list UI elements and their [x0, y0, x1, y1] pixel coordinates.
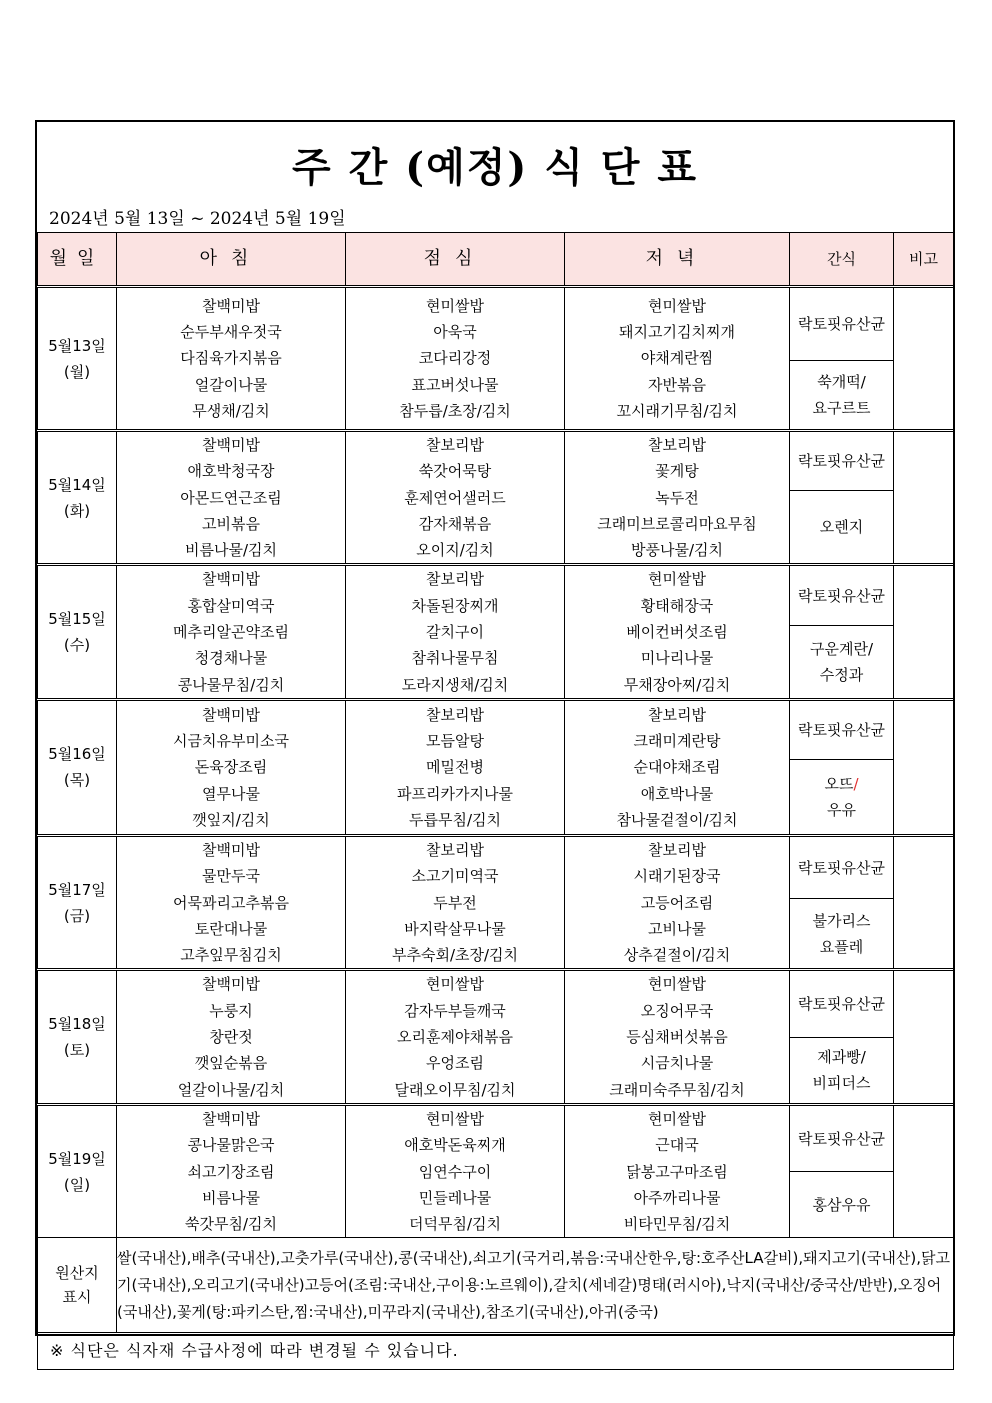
remarks-cell	[894, 431, 954, 565]
dinner-item: 돼지고기김치찌개	[619, 323, 735, 342]
origin-label-line1: 원산지	[55, 1264, 99, 1283]
day-cell	[38, 970, 117, 1104]
day-weekday: (목)	[63, 771, 91, 790]
dinner-item: 참나물겉절이/김치	[616, 810, 738, 829]
breakfast-item: 쑥갓무침/김치	[185, 1215, 277, 1234]
remarks-cell	[894, 287, 954, 431]
weekly-menu-table	[37, 232, 954, 1370]
dinner-item: 베이컨버섯조림	[626, 623, 728, 642]
breakfast-item: 찰백미밥	[202, 1109, 260, 1128]
snack-probiotic: 락토핏유산균	[790, 565, 894, 625]
remarks-cell	[894, 565, 954, 699]
note-row	[38, 1333, 954, 1370]
lunch-item: 파프리카가지나물	[397, 784, 513, 803]
breakfast-item: 콩나물맑은국	[187, 1136, 275, 1155]
breakfast-item: 토란대나물	[194, 919, 268, 938]
day-weekday: (수)	[63, 636, 91, 655]
day-cell	[38, 835, 117, 969]
breakfast-item: 콩나물무침/김치	[177, 675, 285, 694]
dinner-item: 순대야채조림	[633, 758, 721, 777]
day-weekday: (일)	[63, 1175, 91, 1194]
lunch-item: 찰보리밥	[426, 570, 484, 589]
breakfast-cell	[117, 565, 346, 699]
dinner-item: 찰보리밥	[648, 436, 706, 454]
lunch-item: 찰보리밥	[426, 840, 484, 859]
dinner-cell	[565, 565, 790, 699]
header-day: 월일	[38, 233, 117, 287]
header-dinner: 저녁	[565, 233, 790, 287]
day-date: 5월17일	[48, 880, 106, 899]
lunch-item: 애호박돈육찌개	[404, 1136, 506, 1155]
dinner-cell	[565, 431, 790, 565]
day-date: 5월15일	[48, 610, 106, 629]
lunch-item: 부추숙회/초장/김치	[391, 946, 519, 965]
lunch-item: 찰보리밥	[426, 705, 484, 724]
dinner-item: 미나리나물	[640, 649, 714, 668]
change-notice: ※ 식단은 식자재 수급사정에 따라 변경될 수 있습니다.	[38, 1333, 954, 1370]
day-group	[38, 565, 954, 699]
breakfast-cell	[117, 431, 346, 565]
breakfast-item: 애호박청국장	[187, 462, 275, 481]
header-lunch: 점심	[346, 233, 565, 287]
snack-probiotic: 락토핏유산균	[790, 287, 894, 361]
breakfast-item: 얼갈이나물	[194, 375, 268, 394]
dinner-item: 꽃게탕	[655, 462, 699, 481]
lunch-item: 현미쌀밥	[426, 296, 484, 315]
snack-item: 요구르트	[812, 399, 871, 417]
day-cell	[38, 699, 117, 835]
breakfast-item: 찰백미밥	[202, 296, 260, 315]
day-group	[38, 835, 954, 969]
snack-probiotic: 락토핏유산균	[790, 970, 894, 1037]
dinner-cell	[565, 970, 790, 1104]
breakfast-cell	[117, 835, 346, 969]
snack-item: 비피더스	[812, 1074, 871, 1093]
breakfast-cell	[117, 287, 346, 431]
snack-item: 수정과	[819, 665, 864, 684]
lunch-item: 표고버섯나물	[411, 375, 499, 394]
day-row	[38, 1104, 954, 1171]
day-weekday: (토)	[63, 1041, 91, 1060]
breakfast-item: 물만두국	[202, 867, 260, 886]
lunch-cell	[346, 431, 565, 565]
remarks-cell	[894, 970, 954, 1104]
dinner-item: 시래기된장국	[633, 867, 721, 886]
snack-item: 요플레	[819, 937, 864, 956]
period-label: 2024년 5월 13일 ~ 2024년 5월 19일	[49, 209, 346, 229]
breakfast-item: 어묵꽈리고추볶음	[173, 893, 289, 912]
lunch-item: 참두릅/초장/김치	[399, 401, 511, 420]
dinner-item: 현미쌀밥	[648, 296, 706, 315]
dinner-item: 근대국	[655, 1136, 699, 1155]
lunch-item: 메밀전병	[426, 758, 484, 777]
dinner-item: 녹두전	[655, 488, 699, 507]
dinner-item: 무채장아찌/김치	[623, 675, 731, 694]
dinner-item: 방풍나물/김치	[631, 541, 723, 560]
day-group	[38, 287, 954, 431]
dinner-item: 비타민무침/김치	[623, 1215, 731, 1234]
dinner-item: 야채계란찜	[640, 349, 714, 368]
lunch-item: 우엉조림	[426, 1054, 484, 1073]
breakfast-item: 고추잎무침김치	[180, 946, 282, 965]
dinner-item: 현미쌀밥	[648, 1109, 706, 1128]
day-cell	[38, 565, 117, 699]
dinner-item: 시금치나물	[640, 1054, 714, 1073]
day-group	[38, 1104, 954, 1237]
lunch-item: 오리훈제야채볶음	[397, 1028, 513, 1047]
lunch-item: 아욱국	[433, 323, 477, 342]
lunch-item: 현미쌀밥	[426, 975, 484, 994]
breakfast-item: 순두부새우젓국	[180, 323, 282, 342]
breakfast-cell	[117, 699, 346, 835]
dinner-item: 크래미숙주무침/김치	[609, 1080, 745, 1099]
snack-probiotic: 락토핏유산균	[790, 431, 894, 491]
dinner-item: 오징어무국	[640, 1001, 714, 1020]
day-cell	[38, 1104, 117, 1237]
remarks-cell	[894, 835, 954, 969]
origin-label	[38, 1238, 117, 1333]
lunch-item: 쑥갓어묵탕	[418, 462, 492, 481]
snack-item: 제과빵/	[817, 1048, 866, 1067]
day-row	[38, 565, 954, 625]
dinner-cell	[565, 835, 790, 969]
breakfast-cell	[117, 970, 346, 1104]
dinner-item: 애호박나물	[640, 784, 714, 803]
breakfast-item: 찰백미밥	[202, 840, 260, 859]
dinner-item: 찰보리밥	[648, 840, 706, 859]
breakfast-item: 고비볶음	[202, 514, 260, 533]
snack-cell	[790, 1172, 894, 1238]
lunch-item: 바지락살무나물	[404, 919, 506, 938]
snack-item: 오렌지	[819, 518, 864, 537]
lunch-cell	[346, 287, 565, 431]
menu-sheet	[35, 120, 955, 1361]
snack-item: 불가리스	[812, 911, 871, 930]
day-row	[38, 835, 954, 898]
lunch-item: 도라지생채/김치	[401, 675, 509, 694]
day-group	[38, 699, 954, 835]
header-row	[38, 233, 954, 287]
lunch-item: 오이지/김치	[416, 541, 494, 560]
lunch-item: 민들레나물	[418, 1188, 492, 1207]
breakfast-item: 돈육장조림	[194, 758, 268, 777]
breakfast-item: 누룽지	[209, 1001, 253, 1020]
header-snack: 간식	[790, 233, 894, 287]
remarks-cell	[894, 1104, 954, 1237]
lunch-cell	[346, 1104, 565, 1237]
breakfast-item: 찰백미밥	[202, 975, 260, 994]
breakfast-item: 깻잎지/김치	[192, 810, 270, 829]
breakfast-item: 무생채/김치	[192, 401, 270, 420]
snack-item: 오뜨/	[824, 774, 859, 793]
page-title: 주 간 (예정) 식 단 표	[292, 144, 698, 191]
lunch-cell	[346, 565, 565, 699]
breakfast-item: 열무나물	[202, 784, 260, 803]
lunch-item: 감자채볶음	[418, 514, 492, 533]
dinner-item: 고비나물	[648, 919, 706, 938]
origin-row	[38, 1238, 954, 1333]
day-group	[38, 970, 954, 1104]
remarks-cell	[894, 699, 954, 835]
day-weekday: (금)	[63, 906, 91, 925]
header-breakfast: 아침	[117, 233, 346, 287]
breakfast-item: 비름나물/김치	[185, 541, 277, 560]
day-date: 5월16일	[48, 745, 106, 764]
lunch-item: 달래오이무침/김치	[394, 1080, 516, 1099]
snack-item: 쑥개떡/	[817, 373, 866, 391]
breakfast-cell	[117, 1104, 346, 1237]
breakfast-item: 청경채나물	[194, 649, 268, 668]
breakfast-item: 찰백미밥	[202, 570, 260, 589]
dinner-item: 아주까리나물	[633, 1188, 721, 1207]
snack-cell	[790, 1037, 894, 1104]
lunch-item: 소고기미역국	[411, 867, 499, 886]
day-date: 5월18일	[48, 1015, 106, 1034]
dinner-item: 현미쌀밥	[648, 975, 706, 994]
slash-mark: /	[853, 774, 859, 793]
lunch-item: 두부전	[433, 893, 477, 912]
dinner-item: 크래미브로콜리마요무침	[597, 514, 757, 533]
lunch-item: 모듬알탕	[426, 732, 484, 751]
day-row	[38, 970, 954, 1037]
origin-text: 쌀(국내산),배추(국내산),고춧가루(국내산),콩(국내산),쇠고기(국거리,볶음:국내산한우,탕:호주산LA갈비),돼지고기(국내산),닭고기(국내산),오리고기(국내산)고등어(조림:국내산,구이용:노르웨이),갈치(세네갈)명태(러시아),낙지(국내산/중국산/반반),오징어(국내산),꽃게(탕:파키스탄,찜:국내산),미꾸라지(국내산),참조기(국내산),아귀(중국)	[117, 1238, 954, 1333]
day-weekday: (월)	[63, 362, 91, 381]
dinner-item: 크래미계란탕	[633, 732, 721, 751]
day-date: 5월19일	[48, 1149, 106, 1168]
dinner-cell	[565, 287, 790, 431]
dinner-item: 찰보리밥	[648, 705, 706, 724]
lunch-item: 현미쌀밥	[426, 1109, 484, 1128]
breakfast-item: 찰백미밥	[202, 436, 260, 454]
breakfast-item: 쇠고기장조림	[187, 1162, 275, 1181]
breakfast-item: 홍합살미역국	[187, 596, 275, 615]
day-row	[38, 287, 954, 361]
day-date: 5월13일	[48, 336, 106, 355]
breakfast-item: 창란젓	[209, 1028, 253, 1047]
day-group	[38, 431, 954, 565]
lunch-item: 임연수구이	[418, 1162, 492, 1181]
day-date: 5월14일	[48, 475, 106, 494]
snack-probiotic: 락토핏유산균	[790, 699, 894, 759]
dinner-item: 닭봉고구마조림	[626, 1162, 728, 1181]
dinner-item: 상추겉절이/김치	[623, 946, 731, 965]
lunch-item: 찰보리밥	[426, 436, 484, 454]
lunch-cell	[346, 699, 565, 835]
dinner-item: 현미쌀밥	[648, 570, 706, 589]
dinner-cell	[565, 1104, 790, 1237]
snack-cell	[790, 759, 894, 835]
lunch-item: 차돌된장찌개	[411, 596, 499, 615]
lunch-cell	[346, 970, 565, 1104]
dinner-cell	[565, 699, 790, 835]
origin-label-line2: 표시	[62, 1288, 92, 1307]
snack-item: 구운계란/	[809, 639, 873, 658]
lunch-item: 더덕무침/김치	[409, 1215, 501, 1234]
snack-cell	[790, 899, 894, 970]
breakfast-item: 깻잎순볶음	[194, 1054, 268, 1073]
snack-probiotic: 락토핏유산균	[790, 1104, 894, 1171]
lunch-item: 훈제연어샐러드	[404, 488, 506, 507]
lunch-item: 감자두부들깨국	[404, 1001, 506, 1020]
snack-cell	[790, 361, 894, 431]
snack-probiotic: 락토핏유산균	[790, 835, 894, 898]
breakfast-item: 시금치유부미소국	[173, 732, 289, 751]
snack-item: 홍삼우유	[812, 1195, 871, 1214]
dinner-item: 자반볶음	[648, 375, 706, 394]
dinner-item: 등심채버섯볶음	[626, 1028, 728, 1047]
snack-cell	[790, 491, 894, 565]
breakfast-item: 아몬드연근조림	[180, 488, 282, 507]
day-cell	[38, 287, 117, 431]
dinner-item: 황태해장국	[640, 596, 714, 615]
lunch-item: 갈치구이	[426, 623, 484, 642]
day-weekday: (화)	[63, 501, 91, 520]
breakfast-item: 얼갈이나물/김치	[177, 1080, 285, 1099]
breakfast-item: 메추리알곤약조림	[173, 623, 289, 642]
day-row	[38, 431, 954, 491]
breakfast-item: 찰백미밥	[202, 705, 260, 724]
lunch-item: 코다리강정	[418, 349, 492, 368]
snack-item: 우유	[827, 800, 856, 819]
dinner-item: 꼬시래기무침/김치	[616, 401, 738, 420]
header-remarks: 비고	[894, 233, 954, 287]
breakfast-item: 비름나물	[202, 1188, 260, 1207]
day-cell	[38, 431, 117, 565]
lunch-item: 두릅무침/김치	[409, 810, 501, 829]
day-row	[38, 699, 954, 759]
snack-cell	[790, 625, 894, 699]
lunch-item: 참취나물무침	[411, 649, 499, 668]
dinner-item: 고등어조림	[640, 893, 714, 912]
breakfast-item: 다짐육가지볶음	[180, 349, 282, 368]
lunch-cell	[346, 835, 565, 969]
